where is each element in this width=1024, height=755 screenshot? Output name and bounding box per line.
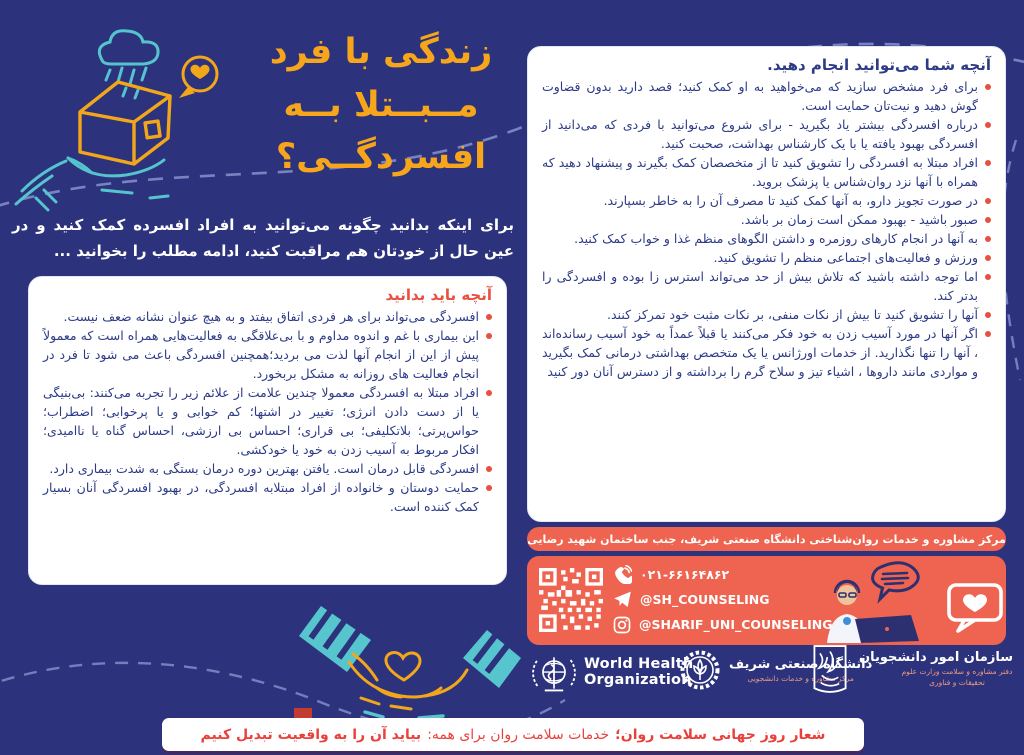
phone-icon <box>613 565 632 584</box>
bullet-dot-icon <box>985 160 991 166</box>
know-list-item: افسردگی قابل درمان است. یافتن بهترین دوره درمان بستگی به شدت بیماری دارد. <box>43 459 492 478</box>
student-affairs-logo-icon <box>808 642 852 696</box>
sharif-university-logo-icon <box>678 648 722 692</box>
instagram-handle[interactable]: @SHARIF_UNI_COUNSELING <box>639 617 833 632</box>
do-card-title: آنچه شما می‌توانید انجام دهید. <box>767 56 991 74</box>
footer-slogan-middle: خدمات سلامت روان برای همه: <box>427 726 610 743</box>
bullet-dot-icon <box>486 333 492 339</box>
center-address-bar: مرکز مشاوره و خدمات روان‌شناختی دانشگاه صنعتی شریف، جنب ساختمان شهید رضایی <box>527 527 1006 551</box>
do-list-item: افراد مبتلا به افسردگی را تشویق کنید تا از متخصصان کمک بگیرند و پیشنهاد دهید که همراه با آنها نزد روان‌شناس یا پزشک بروید. <box>542 153 991 191</box>
bullet-dot-icon <box>985 198 991 204</box>
footer-slogan-bar <box>162 718 864 751</box>
do-list-item: برای فرد مشخص سازید که می‌خواهید به او کمک کنید؛ قصد دارید بدون قضاوت گوش دهید و نیت‌تان حمایت است. <box>542 77 991 115</box>
intro-text: برای اینکه بدانید چگونه می‌توانید به افراد افسرده کمک کنید و در عین حال از خودتان هم مراقبت کنید، ادامه مطلب را بخوانید ... <box>12 216 514 261</box>
title-line: افسردگــی؟ <box>275 137 487 177</box>
do-list-item: به آنها در انجام کارهای روزمره و داشتن الگوهای منظم غذا و خواب کمک کنید. <box>542 229 991 248</box>
title-line: مــبــتلا بــه <box>283 84 479 125</box>
bullet-dot-icon <box>486 314 492 320</box>
right-sleeve <box>463 630 521 688</box>
do-list-item: درباره افسردگی بیشتر یاد بگیرید - برای شروع می‌توانید با فردی که می‌دانید از افسردگی بهبود یافته یا با یک کارشناس بهداشت، صحبت کنید. <box>542 115 991 153</box>
do-list-item: اما توجه داشته باشید که تلاش بیش از حد می‌تواند استرس زا بوده و افسردگی را بدتر کند. <box>542 267 991 305</box>
instagram-row <box>613 614 833 635</box>
know-list-item: افراد مبتلا به افسردگی معمولا چندین علامت از علائم زیر را تجربه می‌کنند: بی‌بنیگی یا از دست دادن انرژی؛ تغییر در اشتها؛ کم خوابی و یا پرخوابی؛ اضطراب؛ حواس‌پرتی؛ بلاتکلیفی؛ بی قراری؛ احساس بی ارزشی، احساس گناه یا ناامیدی؛ افکار مربوط به آسیب زدن به خود یا خودکشی. <box>43 383 492 459</box>
bullet-dot-icon <box>985 84 991 90</box>
bullet-dot-icon <box>985 122 991 128</box>
who-logo-icon <box>531 650 577 696</box>
bullet-dot-icon <box>985 274 991 280</box>
speech-bubble-icon <box>873 563 919 599</box>
bullet-dot-icon <box>985 331 991 337</box>
sharif-logo-text: دانشگاه صنعتی شریف مرکز مشاوره و خدمات دانشجویی <box>729 657 873 683</box>
bullet-dot-icon <box>985 236 991 242</box>
do-list <box>542 77 991 381</box>
know-list-item: این بیماری با غم و اندوه مداوم و با بی‌علاقگی به فعالیت‌هایی همراه است که معمولاً پیش از این از انجام آنها لذت می بردید؛همچنین افسردگی باعث می شود تا فرد در انجام فعالیت های روزانه به مشکل بربخورد. <box>43 326 492 383</box>
title-line: زندگی با فرد <box>269 32 493 72</box>
bullet-dot-icon <box>486 390 492 396</box>
hand-holding-house-illustration <box>10 10 250 212</box>
contact-rows <box>613 564 833 635</box>
footer-slogan-lead: شعار روز جهانی سلامت روان؛ <box>615 726 826 743</box>
hands-outline <box>349 653 467 709</box>
do-list-item: ورزش و فعالیت‌های اجتماعی منظم را تشویق کنید. <box>542 248 991 267</box>
instagram-icon <box>613 616 631 634</box>
student-affairs-logo-text: سازمان امور دانشجویان دفتر مشاوره و سلامت وزارت علوم تحقیقات و فناوری <box>859 650 1013 687</box>
what-to-know-card <box>28 276 507 585</box>
telegram-handle[interactable]: @SH_COUNSELING <box>640 592 770 607</box>
telegram-row <box>613 589 833 610</box>
do-list-item: صبور باشید - بهبود ممکن است زمان بر باشد. <box>542 210 991 229</box>
know-list-item: افسردگی می‌تواند برای هر فردی اتفاق بیفتد و به هیچ عنوان نشانه ضعف نیست. <box>43 307 492 326</box>
poster-title <box>250 26 512 184</box>
heart-speech-bubble-icon <box>179 57 217 98</box>
who-logo-text: World Health Organization <box>584 656 694 688</box>
do-list-item: اگر آنها در مورد آسیب زدن به خود فکر می‌کنند یا قبلاً عمداً به خود آسیب رسانده‌اند ، آنها را تنها نگذارید. از خدمات اورژانس یا یک متخصص بهداشتی درمانی کمک بگیرید و مواردی مانند داروها ، اشیاء تیز و سلاح گرم را برداشته و از دسترس آنان دور کنید <box>542 324 991 381</box>
bullet-dot-icon <box>985 255 991 261</box>
chat-heart-icon <box>945 581 1005 635</box>
know-card-title: آنچه باید بدانید <box>385 286 492 304</box>
bullet-dot-icon <box>486 466 492 472</box>
phone-row <box>613 564 833 585</box>
what-you-can-do-card <box>527 46 1006 522</box>
know-list <box>43 307 492 516</box>
bullet-dot-icon <box>985 217 991 223</box>
contact-box <box>527 556 1006 645</box>
do-list-item: آنها را تشویق کنید تا بیش از نکات منفی، بر نکات مثبت خود تمرکز کنند. <box>542 305 991 324</box>
do-list-item: در صورت تجویز دارو، به آنها کمک کنید تا مصرف آن را به خاطر بسپارند. <box>542 191 991 210</box>
student-affairs-logo-block <box>808 642 1013 696</box>
hand-icon <box>16 158 168 210</box>
hands-heart-illustration <box>283 592 523 720</box>
telegram-icon <box>613 590 632 609</box>
qr-code <box>539 567 603 633</box>
counselor-illustration <box>819 559 941 643</box>
who-logo-block <box>531 650 693 696</box>
bullet-dot-icon <box>985 312 991 318</box>
bullet-dot-icon <box>486 485 492 491</box>
left-sleeve <box>299 606 371 672</box>
footer-slogan-emphasis: بیاید آن را به واقعیت تبدیل کنیم <box>200 726 422 743</box>
phone-number[interactable]: ۰۲۱-۶۶۱۶۴۸۶۲ <box>640 567 730 582</box>
know-list-item: حمایت دوستان و خانواده از افراد مبتلابه افسردگی، در بهبود افسردگی آنان بسیار کمک کننده است. <box>43 478 492 516</box>
